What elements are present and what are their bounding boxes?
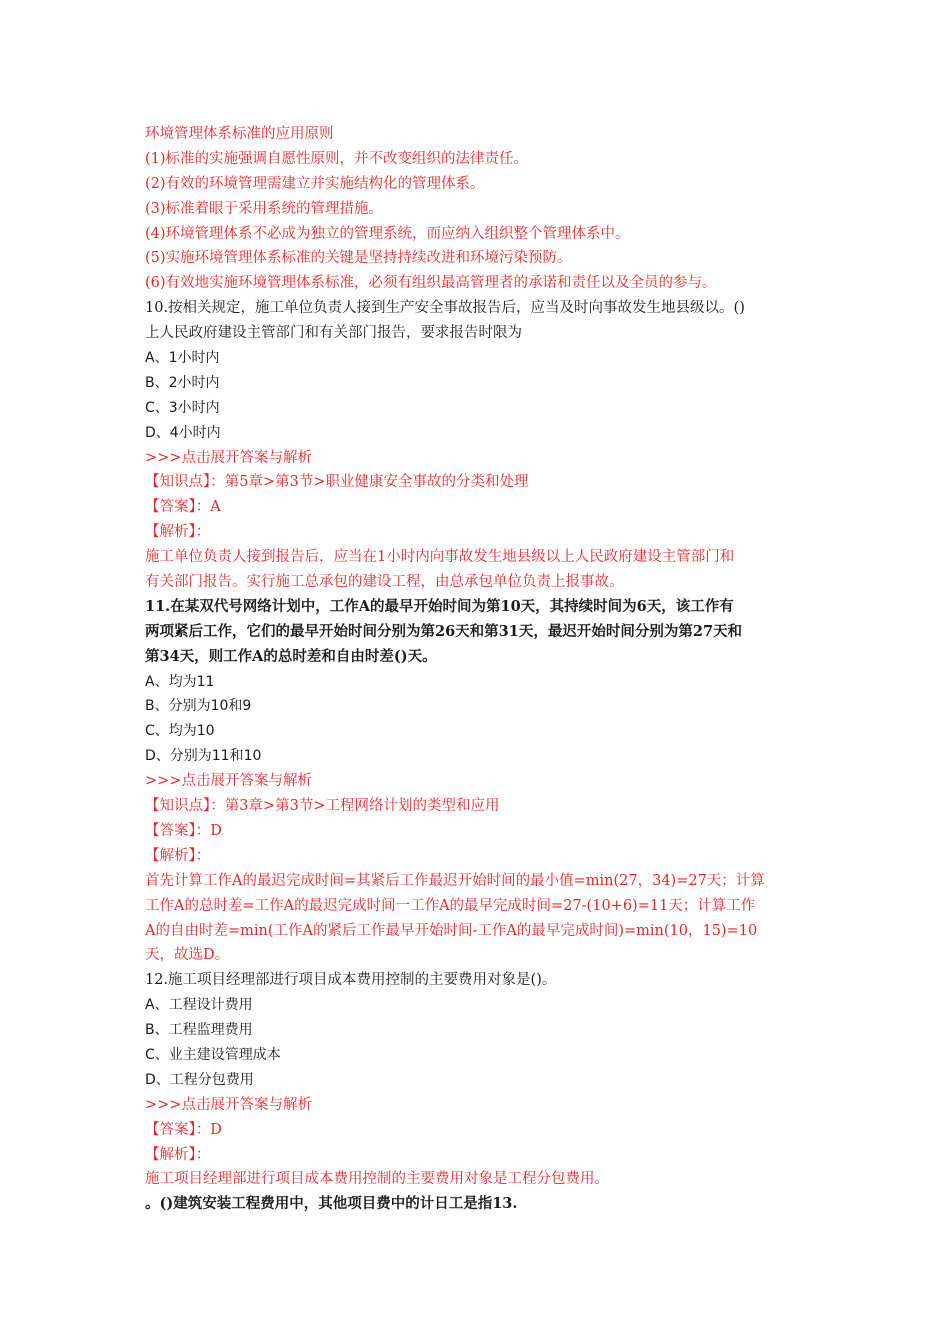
q10-option-c: C、3小时内 [145, 399, 220, 416]
q11-analysis-label: 【解析】： [145, 847, 211, 864]
principle-2: (2)有效的环境管理需建立并实施结构化的管理体系。 [145, 175, 485, 192]
q11-stem-line3: 第34天，则工作A的总时差和自由时差()天。 [145, 647, 437, 665]
q10-stem-line1: 10.按相关规定，施工单位负责人接到生产安全事故报告后，应当及时向事故发生地县级以。() [145, 300, 745, 317]
q10-knowledge: 【知识点】：第5章>第3节>职业健康安全事故的分类和处理 [145, 474, 529, 491]
q11-analysis-line1: 首先计算工作A的最迟完成时间=其紧后工作最迟开始时间的最小值=min(27，34)=27天；计算 [145, 872, 765, 889]
section-heading: 环境管理体系标准的应用原则 [145, 126, 334, 142]
principle-4: (4)环境管理体系不必成为独立的管理系统，而应纳入组织整个管理体系中。 [145, 225, 630, 242]
q12-stem: 12.施工项目经理部进行项目成本费用控制的主要费用对象是()。 [145, 972, 557, 989]
principle-1: (1)标准的实施强调自愿性原则，并不改变组织的法律责任。 [145, 150, 529, 167]
q11-answer: 【答案】：D [145, 822, 222, 839]
q12-option-c: C、业主建设管理成本 [145, 1046, 281, 1063]
q10-analysis-line1: 施工单位负责人接到报告后，应当在1小时内向事故发生地县级以上人民政府建设主管部门和 [145, 549, 735, 566]
q11-expand-link[interactable]: >>>点击展开答案与解析 [145, 773, 312, 790]
q12-option-d: D、工程分包费用 [145, 1071, 254, 1088]
q11-stem-line1: 11.在某双代号网络计划中，工作A的最早开始时间为第10天，其持续时间为6天，该工作有 [145, 597, 734, 615]
q10-stem-line2: 上人民政府建设主管部门和有关部门报告，要求报告时限为 [145, 325, 522, 342]
q12-option-b: B、工程监理费用 [145, 1022, 253, 1039]
q11-option-a: A、均为11 [145, 673, 215, 690]
q12-expand-link[interactable]: >>>点击展开答案与解析 [145, 1096, 312, 1113]
q12-analysis-label: 【解析】： [145, 1146, 211, 1163]
principle-6: (6)有效地实施环境管理体系标准，必须有组织最高管理者的承诺和责任以及全员的参与。 [145, 275, 717, 292]
q10-option-a: A、1小时内 [145, 350, 220, 367]
q11-analysis-line4: 天，故选D。 [145, 947, 230, 964]
q10-expand-link[interactable]: >>>点击展开答案与解析 [145, 449, 312, 466]
q10-option-b: B、2小时内 [145, 374, 220, 391]
q11-option-d: D、分别为11和10 [145, 748, 262, 765]
principle-3: (3)标准着眼于采用系统的管理措施。 [145, 200, 384, 217]
q12-analysis-line1: 施工项目经理部进行项目成本费用控制的主要费用对象是工程分包费用。 [145, 1171, 609, 1188]
document-page [145, 122, 810, 1217]
q12-option-a: A、工程设计费用 [145, 997, 253, 1014]
principle-5: (5)实施环境管理体系标准的关键是坚持持续改进和环境污染预防。 [145, 250, 572, 267]
q10-analysis-line2: 有关部门报告。实行施工总承包的建设工程，由总承包单位负责上报事故。 [145, 574, 624, 591]
q11-knowledge: 【知识点】：第3章>第3节>工程网络计划的类型和应用 [145, 798, 500, 815]
q10-option-d: D、4小时内 [145, 424, 221, 441]
q12-answer: 【答案】：D [145, 1121, 222, 1138]
q13-stem: 。()建筑安装工程费用中，其他项目费中的计日工是指13. [145, 1195, 518, 1213]
q11-option-b: B、分别为10和9 [145, 698, 252, 715]
q11-stem-line2: 两项紧后工作，它们的最早开始时间分别为第26天和第31天，最迟开始时间分别为第27天和 [145, 622, 743, 640]
q11-analysis-line2: 工作A的总时差=工作A的最迟完成时间一工作A的最早完成时间=27-(10+6)=11天；计算工作 [145, 897, 756, 914]
q10-analysis-label: 【解析】： [145, 524, 211, 541]
q11-analysis-line3: A的自由时差=min(工作A的紧后工作最早开始时间-工作A的最早完成时间)=min(10，15)=10 [145, 922, 758, 939]
q10-answer: 【答案】：A [145, 499, 221, 516]
q11-option-c: C、均为10 [145, 723, 215, 740]
